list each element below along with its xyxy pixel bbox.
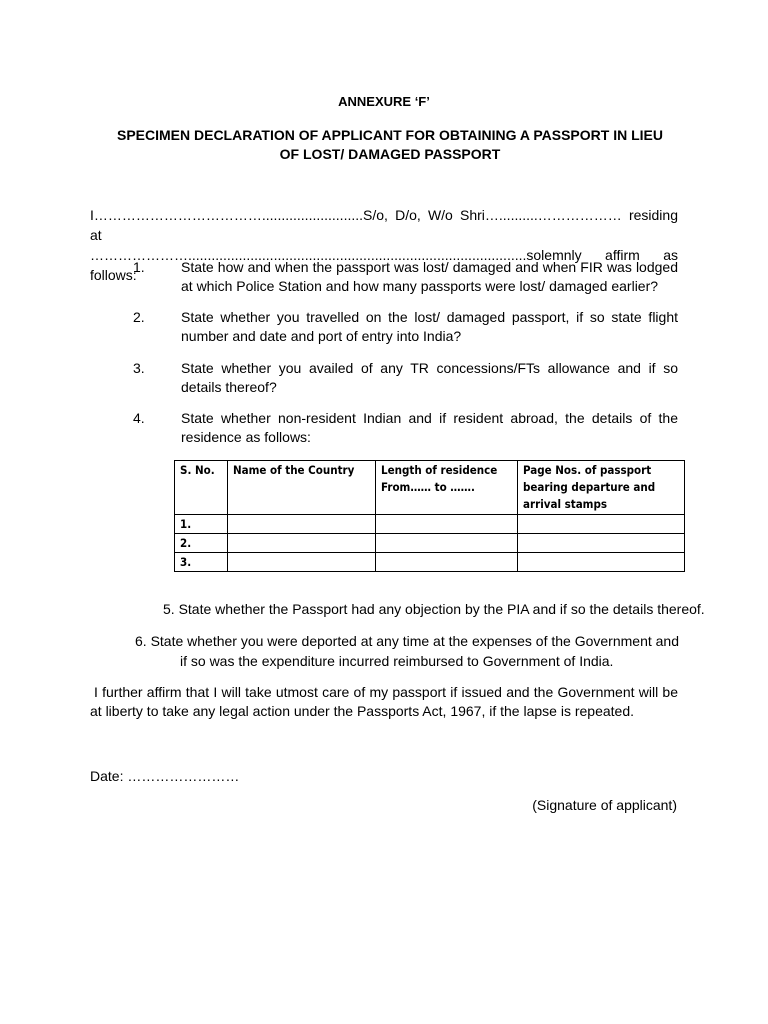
page-nos-cell[interactable] (518, 515, 685, 534)
table-row (175, 534, 685, 553)
col-header-length: Length of residence From…… to ……. (376, 461, 518, 515)
table-row (175, 515, 685, 534)
intro-line-2: ………………….......................................................................................solemnly affirm as follows: (90, 247, 678, 283)
question-text: State whether you travelled on the lost/ damaged passport, if so state flight number and date and port of entry into India? (181, 309, 678, 344)
question-item-6-line-2: if so was the expenditure incurred reimbursed to Government of India. (180, 653, 614, 669)
col-header-sno: S. No. (175, 461, 228, 515)
affirmation-paragraph: I further affirm that I will take utmost care of my passport if issued and the Government will be at liberty to take any legal action under the Passports Act, 1967, if the lapse is repeated. (90, 684, 678, 719)
signature-label: (Signature of applicant) (532, 797, 677, 813)
page-nos-cell[interactable] (518, 553, 685, 572)
question-number: 2. (133, 309, 145, 325)
row-number: 1. (175, 515, 228, 534)
question-text: State whether non-resident Indian and if resident abroad, the details of the residence as follows: (181, 410, 678, 445)
table-row (175, 553, 685, 572)
question-number: 1. (133, 259, 145, 275)
question-text: State whether you availed of any TR concessions/FTs allowance and if so details thereof? (181, 360, 678, 395)
date-field: Date: …………………… (90, 768, 240, 784)
question-item-5: 5. State whether the Passport had any objection by the PIA and if so the details thereof. (163, 601, 705, 617)
length-cell[interactable] (376, 534, 518, 553)
document-title: SPECIMEN DECLARATION OF APPLICANT FOR OBTAINING A PASSPORT IN LIEU OF LOST/ DAMAGED PASSPORT (116, 127, 663, 162)
length-cell[interactable] (376, 515, 518, 534)
country-cell[interactable] (228, 515, 376, 534)
annexure-heading: ANNEXURE ‘F’ (338, 94, 430, 109)
col-header-page-nos: Page Nos. of passport bearing departure and arrival stamps (518, 461, 685, 515)
length-cell[interactable] (376, 553, 518, 572)
country-cell[interactable] (228, 534, 376, 553)
row-number: 2. (175, 534, 228, 553)
intro-line-1: I………………………………..........................S/o, D/o, W/o Shri…..........……………… residing at (90, 207, 678, 243)
question-text: State how and when the passport was lost/ damaged and when FIR was lodged at which Police Station and how many passports were lost/ damaged earlier? (181, 259, 678, 294)
residence-table (174, 460, 685, 572)
page-nos-cell[interactable] (518, 534, 685, 553)
row-number: 3. (175, 553, 228, 572)
question-number: 4. (133, 410, 145, 426)
country-cell[interactable] (228, 553, 376, 572)
question-item-6-line-1: 6. State whether you were deported at any time at the expenses of the Government and (135, 633, 679, 649)
question-number: 3. (133, 360, 145, 376)
col-header-country: Name of the Country (228, 461, 376, 515)
table-header-row (175, 461, 685, 515)
